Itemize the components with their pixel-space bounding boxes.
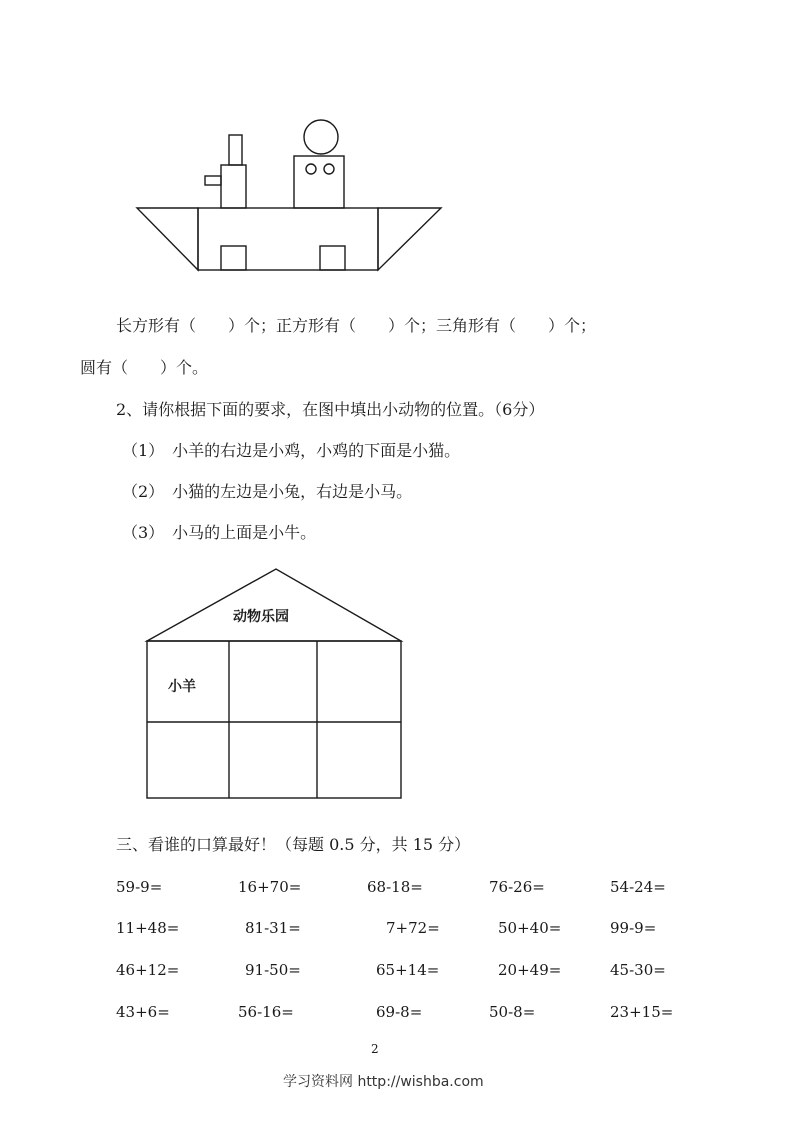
calc-problem: 43+6= [116,1003,170,1021]
calc-problem: 56-16= [238,1003,294,1021]
calc-problem: 50+40= [498,919,562,937]
ship-porthole-left [306,164,316,174]
shapes-count-line-1: 长方形有（ ）个；正方形有（ ）个；三角形有（ ）个； [116,316,597,335]
ship-chimney-arm [205,176,221,185]
calc-problem: 20+49= [498,961,562,979]
ship-window-right [320,246,345,270]
calc-problem: 54-24= [610,878,666,896]
calc-problem: 59-9= [116,878,163,896]
question-2-item-1: （1） 小羊的右边是小鸡，小鸡的下面是小猫。 [122,441,461,460]
ship-hull-left-triangle [137,208,198,270]
ship-porthole-right [324,164,334,174]
calc-problem: 81-31= [245,919,301,937]
ship-hull-right-triangle [378,208,441,270]
ship-chimney-body [221,165,246,208]
footer-watermark: 学习资料网 http://wishba.com [283,1074,484,1090]
ship-square-cabin [294,156,344,208]
calc-problem: 50-8= [489,1003,536,1021]
section-3-title: 三、看谁的口算最好！（每题 0.5 分，共 15 分） [116,835,471,854]
ship-chimney-top [229,135,242,165]
calc-problem: 16+70= [238,878,302,896]
page-number: 2 [371,1042,379,1056]
calc-problem: 11+48= [116,919,180,937]
calc-problem: 45-30= [610,961,666,979]
calc-problem: 76-26= [489,878,545,896]
shapes-count-line-2: 圆有（ ）个。 [80,358,209,377]
animal-house-figure [0,560,793,810]
house-title: 动物乐园 [233,609,289,625]
ship-circle [304,120,338,154]
question-2-item-2: （2） 小猫的左边是小兔，右边是小马。 [122,482,413,501]
calc-problem: 46+12= [116,961,180,979]
calc-problem: 91-50= [245,961,301,979]
house-grid-outline [147,641,401,798]
ship-figure [0,0,793,290]
house-roof [147,569,401,641]
grid-cell-sheep: 小羊 [168,679,196,695]
calc-problem: 65+14= [376,961,440,979]
calc-problem: 23+15= [610,1003,674,1021]
ship-window-left [221,246,246,270]
calc-problem: 68-18= [367,878,423,896]
ship-hull-rect [198,208,378,270]
question-2-title: 2、请你根据下面的要求，在图中填出小动物的位置。（6分） [116,400,545,419]
question-2-item-3: （3） 小马的上面是小牛。 [122,523,317,542]
calc-problem: 99-9= [610,919,657,937]
calc-problem: 69-8= [376,1003,423,1021]
calc-problem: 7+72= [386,919,440,937]
